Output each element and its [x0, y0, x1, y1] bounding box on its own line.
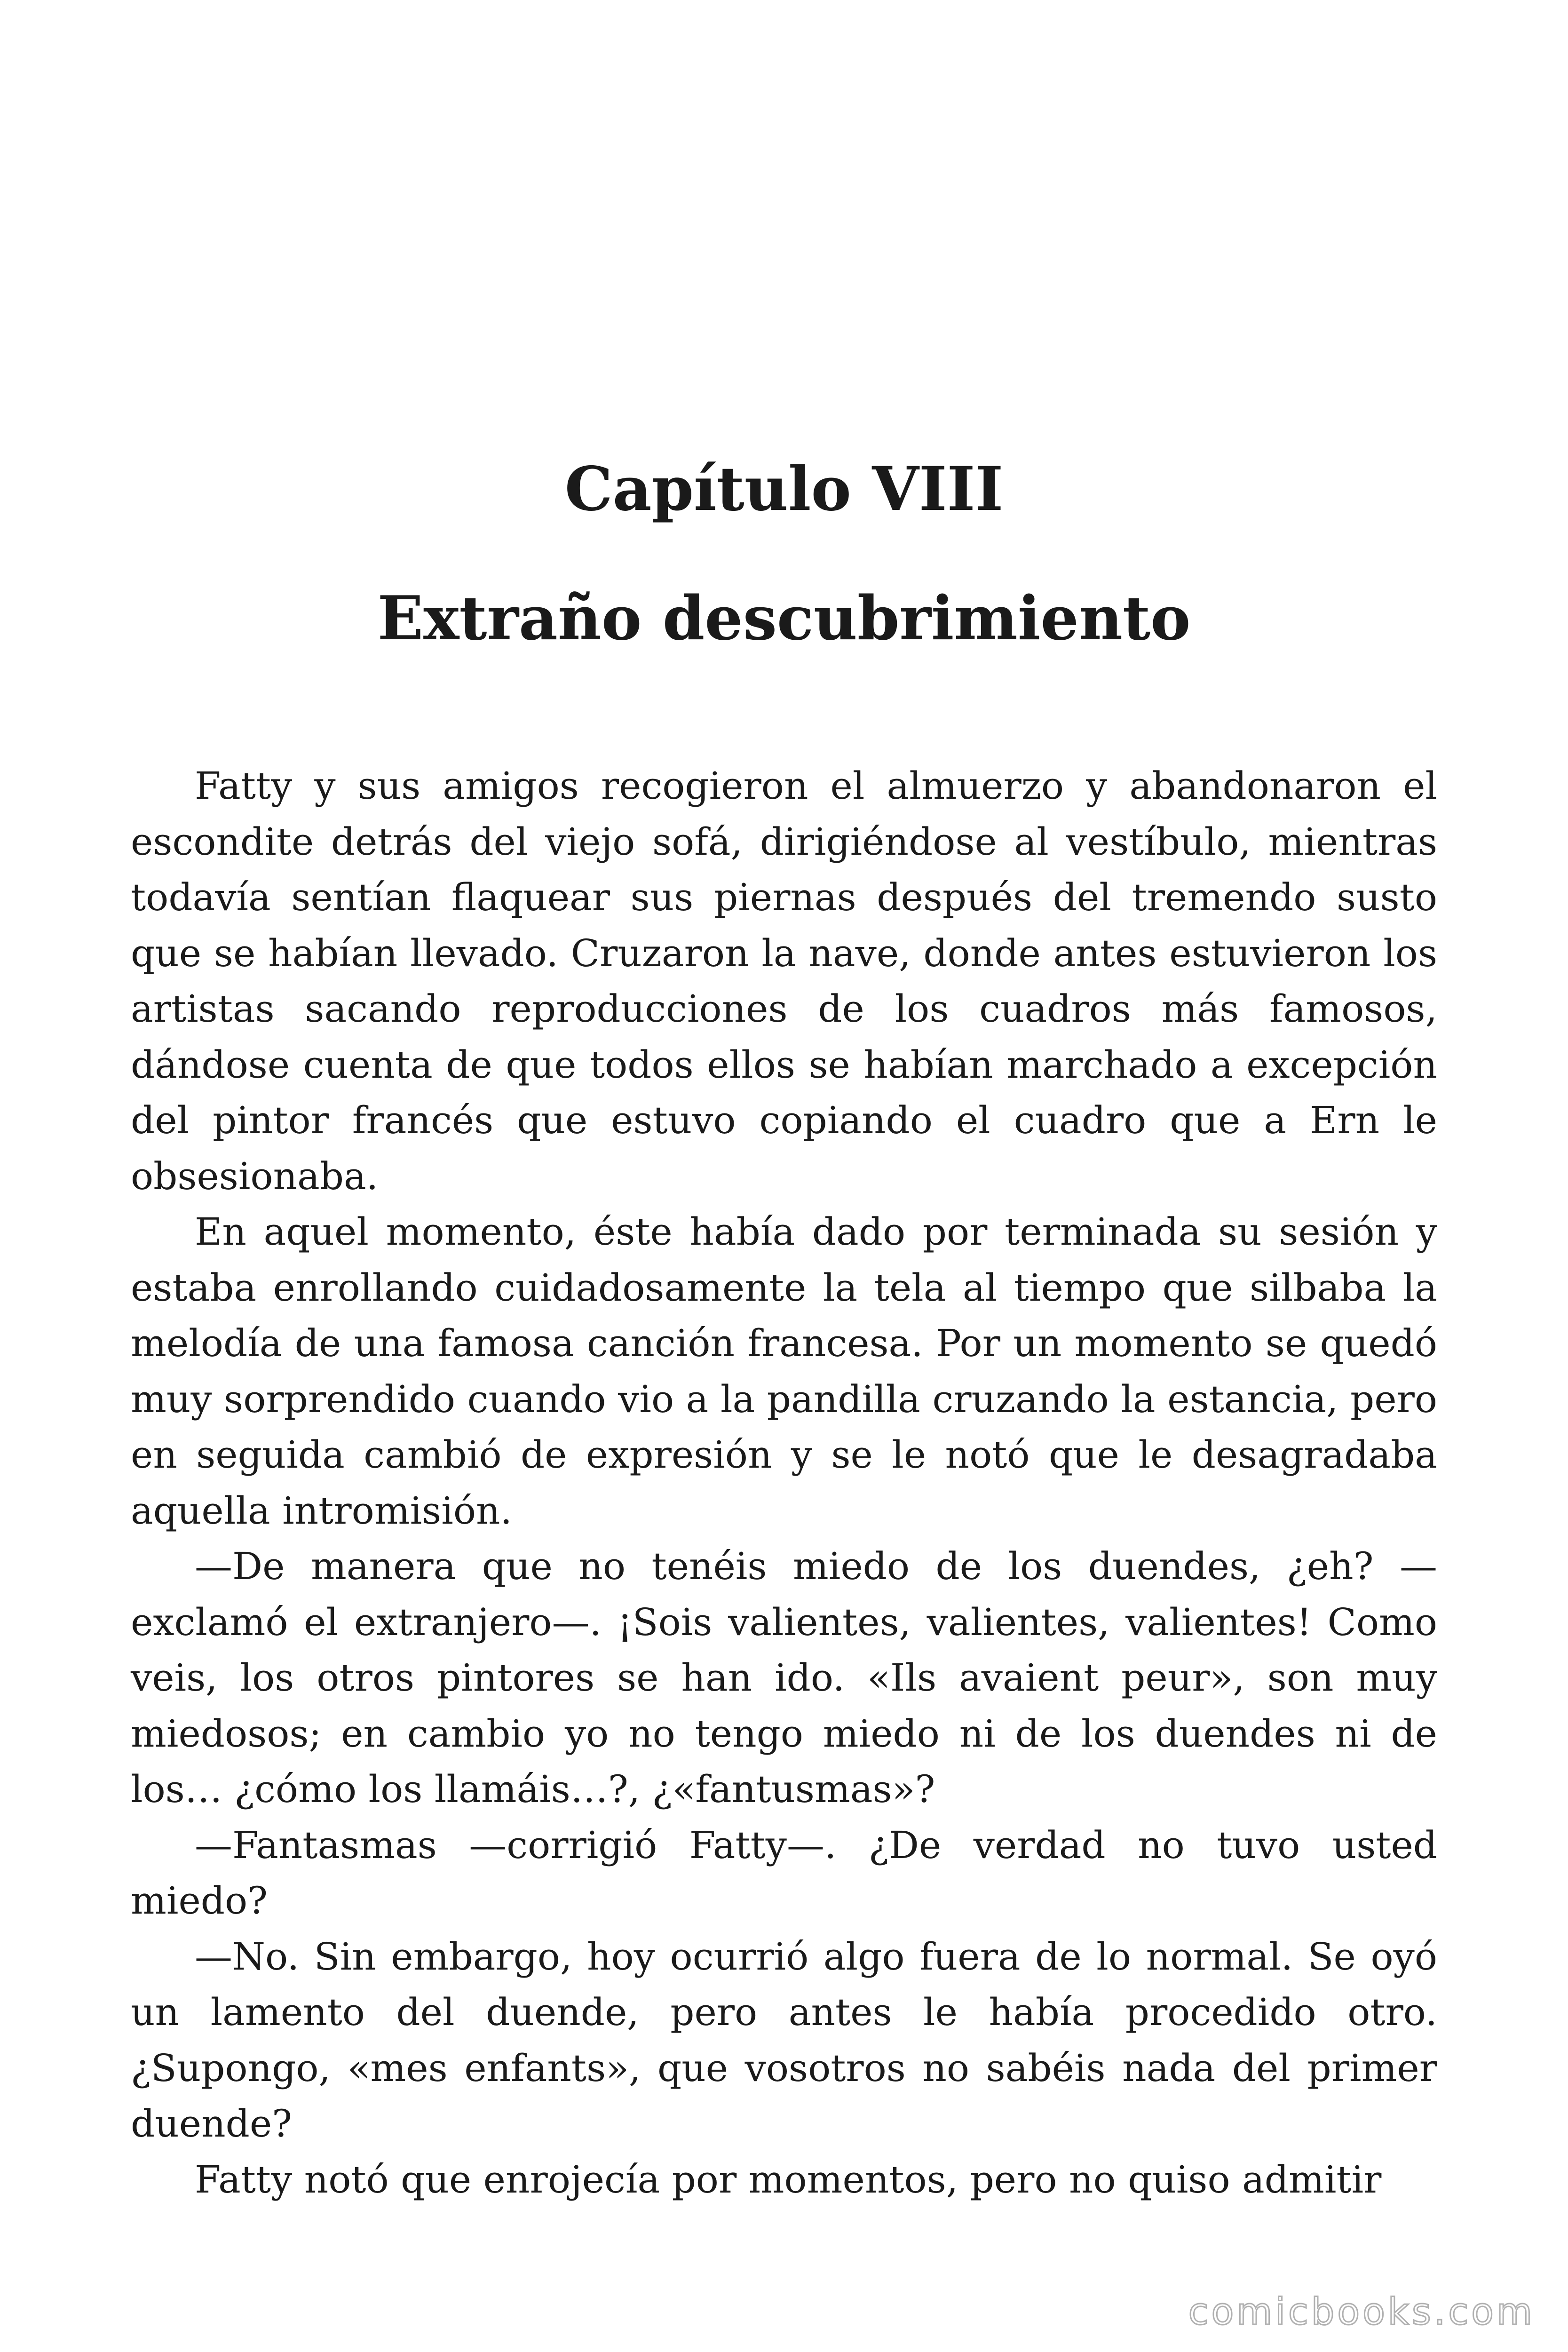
paragraph: —Fantasmas —corrigió Fatty—. ¿De verdad no tuvo usted miedo?	[131, 1823, 1437, 1923]
paragraph: Fatty notó que enrojecía por momentos, pero no quiso admitir	[195, 2157, 1382, 2201]
watermark: comicbooks.com	[1188, 2291, 1535, 2333]
paragraph: —De manera que no tenéis miedo de los duendes, ¿eh? —exclamó el extranjero—. ¡Sois valientes, valientes, valientes! Como veis, los otros pintores se han ido. «Ils avaient peur», son muy miedosos; en cambio yo no tengo miedo ni de los duendes ni de los… ¿cómo los llamáis…?, ¿«fantusmas»?	[131, 1544, 1437, 1811]
chapter-body	[131, 758, 1437, 2208]
paragraph: Fatty y sus amigos recogieron el almuerzo y abandonaron el escondite detrás del viejo sofá, dirigiéndose al vestíbulo, mientras todavía sentían flaquear sus piernas después del tremendo susto que se habían llevado. Cruzaron la nave, donde antes estuvieron los artistas sacando reproducciones de los cuadros más famosos, dándose cuenta de que todos ellos se habían marchado a excepción del pintor francés que estuvo copiando el cuadro que a Ern le obsesionaba.	[131, 764, 1437, 1198]
paragraph: En aquel momento, éste había dado por terminada su sesión y estaba enrollando cuidadosamente la tela al tiempo que silbaba la melodía de una famosa canción francesa. Por un momento se quedó muy sorprendido cuando vio a la pandilla cruzando la estancia, pero en seguida cambió de expresión y se le notó que le desagradaba aquella intromisión.	[131, 1210, 1437, 1533]
chapter-number: Capítulo VIII	[564, 454, 1004, 524]
chapter-title: Extraño descubrimiento	[377, 583, 1191, 654]
paragraph: —No. Sin embargo, hoy ocurrió algo fuera de lo normal. Se oyó un lamento del duende, pero antes le había procedido otro. ¿Supongo, «mes enfants», que vosotros no sabéis nada del primer duende?	[131, 1934, 1437, 2145]
